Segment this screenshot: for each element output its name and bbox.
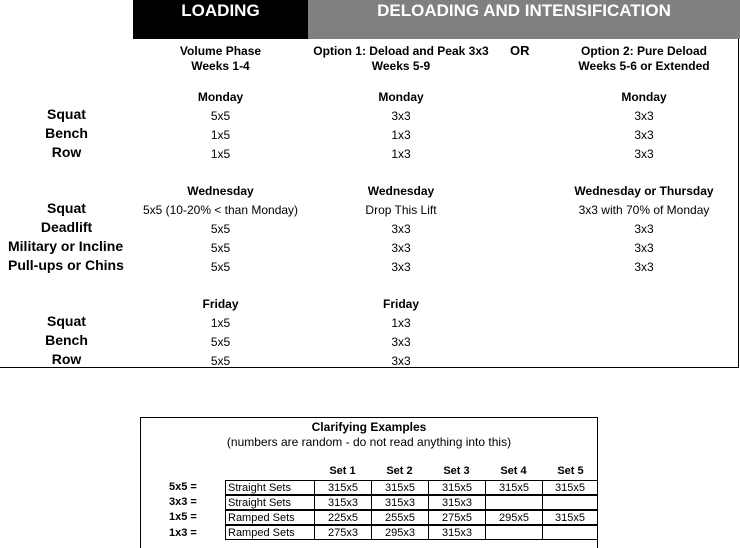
scheme-cell: 3x3 <box>391 241 411 255</box>
scheme-cell: 3x3 <box>391 222 411 236</box>
scheme-cell: 3x3 <box>391 260 411 274</box>
exercise-label: Bench <box>45 332 88 348</box>
deloading-header: DELOADING AND INTENSIFICATION <box>308 0 740 39</box>
set-value-cell: 225x5 <box>314 510 372 525</box>
day-label: Wednesday or Thursday <box>574 184 714 198</box>
set-type-cell: Straight Sets <box>225 480 315 495</box>
clarifying-title: Clarifying Examples <box>311 420 427 434</box>
set-value-cell: 315x5 <box>542 480 598 495</box>
scheme-cell: 5x5 <box>210 222 231 236</box>
column-header-option2 <box>548 44 740 74</box>
day-label: Friday <box>202 297 239 311</box>
exercise-label: Squat <box>47 200 86 216</box>
scheme-cell: 5x5 (10-20% < than Monday) <box>142 203 299 217</box>
set-value-cell: 315x3 <box>428 495 486 510</box>
scheme-label: 1x5 = <box>169 511 197 523</box>
set-header: Set 5 <box>557 465 584 477</box>
set-value-cell: 315x5 <box>371 480 429 495</box>
scheme-cell: 3x3 <box>391 109 411 123</box>
day-label: Wednesday <box>187 184 254 198</box>
set-value-cell <box>542 495 598 510</box>
scheme-cell: 5x5 <box>210 354 231 368</box>
scheme-cell: 3x3 <box>391 354 411 368</box>
set-header: Set 1 <box>329 465 356 477</box>
scheme-label: 1x3 = <box>169 527 197 539</box>
set-header: Set 2 <box>386 465 413 477</box>
day-label: Wednesday <box>367 184 435 198</box>
set-value-cell: 315x5 <box>485 480 543 495</box>
scheme-cell: 3x3 with 70% of Monday <box>578 203 710 217</box>
day-label: Monday <box>197 90 244 104</box>
day-label: Monday <box>378 90 424 104</box>
scheme-cell: 3x3 <box>634 109 654 123</box>
column-header-line1: Volume Phase <box>179 44 262 58</box>
set-value-cell: 275x5 <box>428 510 486 525</box>
scheme-cell: 1x3 <box>391 147 411 161</box>
scheme-cell: 3x3 <box>634 147 654 161</box>
set-value-cell: 295x5 <box>485 510 543 525</box>
set-value-cell <box>485 495 543 510</box>
exercise-label: Deadlift <box>40 219 93 235</box>
scheme-label: 5x5 = <box>169 481 197 493</box>
column-header-line2: Weeks 5-9 <box>371 59 431 73</box>
scheme-cell: 5x5 <box>210 260 231 274</box>
set-value-cell: 315x5 <box>428 480 486 495</box>
set-value-cell: 315x5 <box>314 480 372 495</box>
exercise-label: Bench <box>45 125 88 141</box>
set-value-cell <box>485 525 543 540</box>
scheme-cell: 5x5 <box>210 109 231 123</box>
scheme-cell: 5x5 <box>210 335 231 349</box>
day-label: Monday <box>621 90 667 104</box>
scheme-cell: 1x3 <box>391 316 411 330</box>
set-value-cell: 315x3 <box>314 495 372 510</box>
exercise-label: Row <box>51 144 82 160</box>
exercise-label: Pull-ups or Chins <box>8 257 124 273</box>
loading-header: LOADING <box>133 0 308 39</box>
scheme-cell: Drop This Lift <box>365 203 437 217</box>
exercise-label: Squat <box>47 106 86 122</box>
column-header-line2: Weeks 1-4 <box>191 59 250 73</box>
exercise-label: Military or Incline <box>8 238 124 254</box>
set-value-cell: 315x3 <box>428 525 486 540</box>
exercise-label: Squat <box>47 313 86 329</box>
column-header-line1: Option 2: Pure Deload <box>580 44 707 58</box>
clarifying-examples-box <box>140 417 598 548</box>
scheme-label: 3x3 = <box>169 496 197 508</box>
set-header: Set 4 <box>500 465 527 477</box>
scheme-cell: 1x5 <box>210 316 231 330</box>
set-value-cell: 295x3 <box>371 525 429 540</box>
column-header-line1: Option 1: Deload and Peak 3x3 <box>313 44 489 58</box>
set-value-cell <box>542 525 598 540</box>
set-header: Set 3 <box>443 465 470 477</box>
scheme-cell: 1x5 <box>210 128 231 142</box>
set-value-cell: 315x3 <box>371 495 429 510</box>
exercise-label: Row <box>51 351 82 367</box>
scheme-cell: 5x5 <box>210 241 231 255</box>
scheme-cell: 1x3 <box>391 128 411 142</box>
scheme-cell: 3x3 <box>634 241 654 255</box>
set-value-cell: 315x5 <box>542 510 598 525</box>
scheme-cell: 3x3 <box>634 222 654 236</box>
column-header-line2: Weeks 5-6 or Extended <box>578 59 710 73</box>
set-type-cell: Ramped Sets <box>225 525 315 540</box>
scheme-cell: 3x3 <box>634 128 654 142</box>
set-type-cell: Ramped Sets <box>225 510 315 525</box>
or-label: OR <box>510 43 530 58</box>
set-type-cell: Straight Sets <box>225 495 315 510</box>
scheme-cell: 3x3 <box>391 335 411 349</box>
set-value-cell: 255x5 <box>371 510 429 525</box>
column-header-option1 <box>308 44 494 74</box>
scheme-cell: 3x3 <box>634 260 654 274</box>
column-header-volume <box>133 44 308 74</box>
scheme-cell: 1x5 <box>210 147 231 161</box>
clarifying-subtitle: (numbers are random - do not read anything into this) <box>226 435 512 449</box>
set-value-cell: 275x3 <box>314 525 372 540</box>
day-label: Friday <box>382 297 419 311</box>
